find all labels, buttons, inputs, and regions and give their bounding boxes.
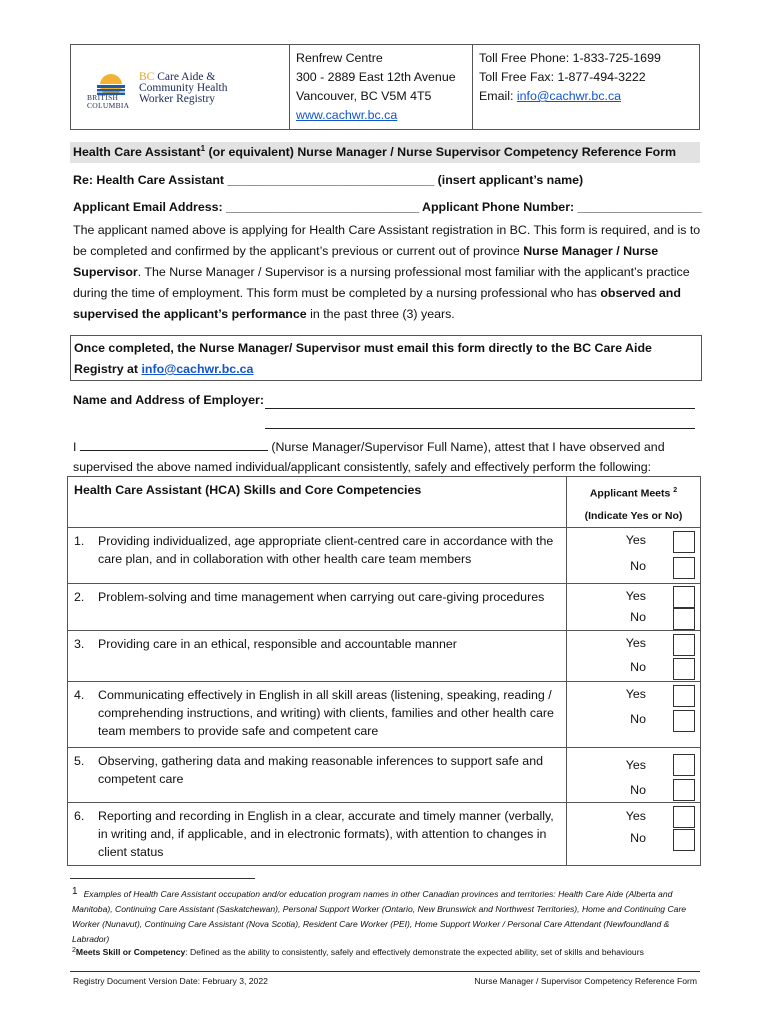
footnote-2: $^2$Meets Skill or Competency: Defined as the ability to consistently, safely and effectively demonstrate the expected ability, set of skills and behaviours (72, 947, 644, 957)
no-checkbox[interactable] (673, 829, 695, 851)
yes-checkbox[interactable] (673, 531, 695, 553)
yes-checkbox[interactable] (673, 586, 695, 608)
website-link[interactable]: www.cachwr.bc.ca (296, 108, 398, 122)
no-checkbox[interactable] (673, 608, 695, 630)
employer-label: Name and Address of Employer: (73, 393, 264, 407)
table-row: 1. Providing individualized, age appropriate client-centred care in accordance with the care plan, and in collaboration with other health care team members Yes No (68, 527, 701, 583)
yes-checkbox[interactable] (673, 634, 695, 656)
no-checkbox[interactable] (673, 779, 695, 801)
attestation-text: I (Nurse Manager/Supervisor Full Name), attest that I have observed and supervised the above named individual/applicant consistently, safely and effectively perform the following: (73, 440, 665, 474)
yes-checkbox[interactable] (673, 685, 695, 707)
submission-notice: Once completed, the Nurse Manager/ Supervisor must email this form directly to the BC Care Aide Registry at info@cachwr.bc.ca (70, 335, 702, 381)
logo-cell (71, 45, 290, 129)
no-checkbox[interactable] (673, 557, 695, 579)
table-row: 6. Reporting and recording in English in a clear, accurate and timely manner (verbally, in writing and, if applicable, and in electronic formats), with attention to changes in client status Yes No (68, 802, 701, 865)
employer-field-line-1[interactable] (265, 408, 695, 409)
applicant-contact-line: Applicant Email Address: ____________________________ Applicant Phone Number: __________________ (73, 200, 702, 214)
competency-table (67, 476, 701, 866)
header-table (70, 44, 700, 130)
address-line: Vancouver, BC V5M 4T5 (296, 89, 432, 103)
bc-sun-icon (91, 67, 131, 95)
yes-checkbox[interactable] (673, 806, 695, 828)
registry-name: BC Care Aide & Community Health Worker Registry (139, 71, 228, 105)
table-row: 2. Problem-solving and time management when carrying out care-giving procedures Yes No (68, 583, 701, 630)
footnote-divider (70, 878, 255, 879)
yes-checkbox[interactable] (673, 754, 695, 776)
table-row: 3. Providing care in an ethical, responsible and accountable manner Yes No (68, 630, 701, 681)
table-row: 4. Communicating effectively in English in all skill areas (listening, speaking, reading / comprehending instructions, and writing) with clients, families and other health care team members to provide safe and competent care Yes No (68, 681, 701, 747)
table-header-row (68, 477, 701, 528)
intro-paragraph: The applicant named above is applying for Health Care Assistant registration in BC. This form is required, and is to be completed and confirmed by the applicant’s previous or current out of province Nurse Manager / Nurse Supervisor. The Nurse Manager / Supervisor is a nursing professional most familiar with the applicant’s practice during the time of employment. This form must be completed by a nursing professional who has observed and supervised the applicant’s performance in the past three (3) years. (73, 223, 701, 321)
registry-logo (87, 67, 277, 113)
form-title: Health Care Assistant$^1$ (or equivalent) Nurse Manager / Nurse Supervisor Competency Reference Form (70, 142, 700, 163)
footnote-ref-1: 1 (200, 144, 206, 153)
supervisor-name-field[interactable] (80, 440, 268, 451)
no-checkbox[interactable] (673, 658, 695, 680)
footnote-1: 1 Examples of Health Care Assistant occupation and/or education program names in other Canadian provinces and territories: Health Care Aide (Alberta and Manitoba), Continuing Care Assistant (Saskatchewan), Personal Support Worker (Ontario, New Brunswick and Northwest Territories), Home and Continuing Care Worker (Nunavut), Continuing Care Assistant (Nova Scotia), Resident Care Worker (PEI), Home Support Worker / Personal Care Attendant (Newfoundland & Labrador) (72, 886, 687, 944)
footer-version-date: Registry Document Version Date: February 3, 2022 (73, 976, 268, 986)
applicant-name-line: Re: Health Care Assistant ______________________________ (insert applicant’s name) (73, 173, 584, 187)
table-row: 5. Observing, gathering data and making reasonable inferences to support safe and competent care Yes No (68, 747, 701, 802)
footer-form-name: Nurse Manager / Supervisor Competency Reference Form (474, 976, 697, 986)
address-line: Renfrew Centre (296, 51, 383, 65)
contact-cell (473, 45, 699, 129)
email-link[interactable]: info@cachwr.bc.ca (516, 89, 622, 103)
meets-header: Applicant Meets $^2$ (Indicate Yes or No) (567, 477, 701, 528)
address-cell (290, 45, 473, 129)
province-label: BRITISH COLUMBIA (87, 93, 130, 110)
address-line: 300 - 2889 East 12th Avenue (296, 70, 456, 84)
employer-field-line-2[interactable] (265, 428, 695, 429)
fax-text: Toll Free Fax: 1-877-494-3222 (479, 70, 646, 84)
phone-text: Toll Free Phone: 1-833-725-1699 (479, 51, 661, 65)
notice-email-link[interactable]: info@cachwr.bc.ca (141, 362, 254, 376)
email-label: Email: (479, 89, 517, 103)
footer-divider (70, 971, 700, 972)
no-checkbox[interactable] (673, 710, 695, 732)
skills-header: Health Care Assistant (HCA) Skills and Core Competencies (68, 477, 567, 528)
